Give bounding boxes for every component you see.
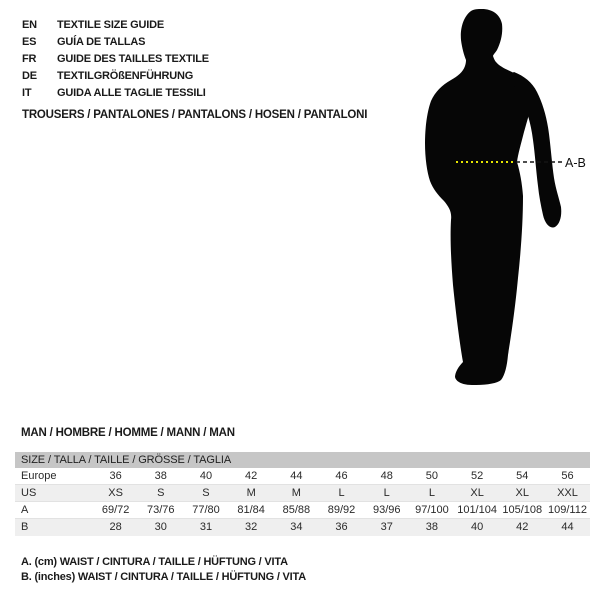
size-value: M — [291, 487, 301, 499]
size-value: 54 — [516, 470, 529, 482]
language-line-fr — [22, 51, 209, 68]
size-value: 31 — [199, 521, 213, 533]
language-code: EN — [22, 19, 37, 31]
size-value: 73/76 — [147, 504, 175, 516]
size-value: 37 — [380, 521, 393, 533]
language-label: GUIDA ALLE TAGLIE TESSILI — [57, 87, 206, 99]
size-value: 69/72 — [101, 504, 130, 516]
size-value: 52 — [470, 470, 484, 482]
language-legend — [22, 17, 209, 102]
size-value: 36 — [335, 521, 348, 533]
product-type-heading: TROUSERS / PANTALONES / PANTALONS / HOSEN / PANTALONI — [22, 109, 368, 121]
size-value: XXL — [557, 487, 578, 499]
footnote-line-2: B. (inches) WAIST / CINTURA / TAILLE / HÜFTUNG / VITA — [21, 571, 306, 583]
row-label: Europe — [21, 470, 57, 482]
size-value: 32 — [245, 521, 258, 533]
language-line-it — [22, 85, 209, 102]
size-value: 50 — [425, 470, 439, 482]
size-value: S — [157, 487, 165, 499]
row-label: A — [21, 504, 29, 516]
size-value: 101/104 — [457, 504, 497, 516]
language-line-de — [22, 68, 209, 85]
size-value: XL — [515, 487, 530, 499]
size-value: 77/80 — [192, 504, 220, 516]
language-label: GUIDE DES TAILLES TEXTILE — [57, 53, 209, 65]
size-value: M — [246, 487, 256, 499]
size-value: L — [338, 487, 345, 499]
footnote-line-1: A. (cm) WAIST / CINTURA / TAILLE / HÜFTUNG / VITA — [21, 556, 288, 568]
size-value: 34 — [290, 521, 303, 533]
size-value: 40 — [199, 470, 213, 482]
row-label: B — [21, 521, 29, 533]
size-value: XS — [108, 487, 123, 499]
size-value: 89/92 — [327, 504, 356, 516]
size-value: 85/88 — [282, 504, 311, 516]
size-value: 42 — [245, 470, 258, 482]
language-line-en — [22, 17, 209, 34]
language-line-es — [22, 34, 209, 51]
row-label: US — [21, 487, 37, 499]
size-value: 40 — [470, 521, 484, 533]
language-label: GUÍA DE TALLAS — [57, 36, 146, 48]
measure-footnotes — [21, 555, 306, 585]
man-silhouette-figure — [410, 0, 600, 400]
size-value: 30 — [154, 521, 167, 533]
language-label: TEXTILGRÖßENFÜHRUNG — [57, 70, 194, 82]
gender-heading: MAN / HOMBRE / HOMME / MANN / MAN — [21, 427, 235, 439]
table-row-us — [15, 485, 590, 502]
size-value: XL — [470, 487, 484, 499]
size-value: S — [202, 487, 210, 499]
language-code: ES — [22, 36, 37, 48]
size-value: 93/96 — [372, 504, 401, 516]
table-row-a — [15, 502, 590, 519]
size-value: 38 — [154, 470, 167, 482]
size-value: 97/100 — [415, 504, 449, 516]
size-value: 81/84 — [237, 504, 265, 516]
size-table-header: SIZE / TALLA / TAILLE / GRÖSSE / TAGLIA — [15, 452, 590, 468]
language-code: DE — [22, 70, 37, 82]
size-value: 105/108 — [502, 504, 543, 516]
size-value: 44 — [290, 470, 303, 482]
size-value: L — [383, 487, 390, 499]
table-row-b — [15, 519, 590, 536]
waist-measure-label: A-B — [565, 156, 586, 170]
language-label: TEXTILE SIZE GUIDE — [57, 19, 165, 31]
size-value: 46 — [335, 470, 348, 482]
size-value: 28 — [109, 521, 122, 533]
size-value: L — [428, 487, 435, 499]
size-value: 56 — [561, 470, 574, 482]
size-table — [15, 452, 590, 536]
size-value: 42 — [516, 521, 529, 533]
size-value: 36 — [109, 470, 122, 482]
size-value: 48 — [380, 470, 393, 482]
size-table-body — [15, 468, 590, 536]
table-row-europe — [15, 468, 590, 485]
language-code: FR — [22, 53, 37, 65]
size-value: 44 — [561, 521, 574, 533]
language-code: IT — [22, 87, 32, 99]
size-value: 38 — [425, 521, 439, 533]
size-value: 109/112 — [547, 504, 587, 516]
man-silhouette-body — [425, 9, 535, 385]
